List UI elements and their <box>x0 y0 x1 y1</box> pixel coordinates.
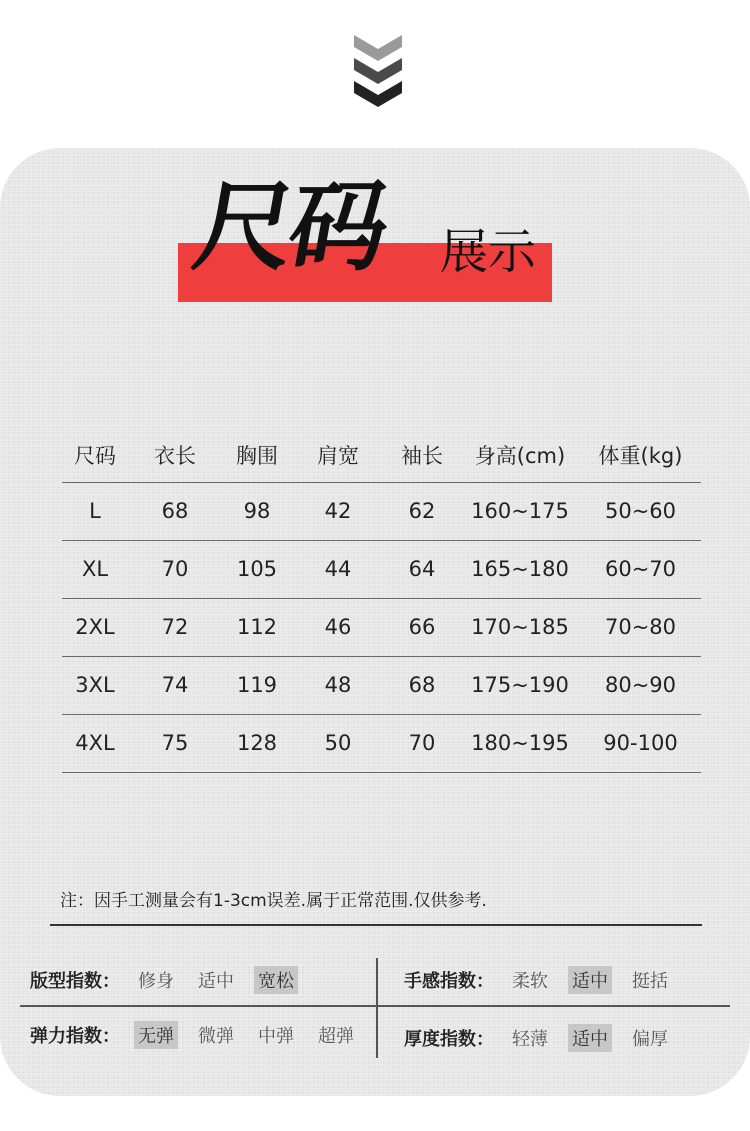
table-cell: L <box>62 482 128 540</box>
table-cell: 128 <box>222 714 292 772</box>
feel-option: 柔软 <box>512 971 548 992</box>
fit-option-selected: 宽松 <box>254 966 298 994</box>
feel-index-label: 手感指数： <box>404 971 494 992</box>
divider <box>376 958 378 1058</box>
table-cell: 4XL <box>62 714 128 772</box>
table-cell: 119 <box>222 656 292 714</box>
measurement-note: 注：因手工测量会有1-3cm误差.属于正常范围.仅供参考. <box>60 891 487 911</box>
table-row <box>62 656 701 714</box>
table-cell: 70~80 <box>580 598 701 656</box>
col-header: 体重(kg) <box>598 443 683 468</box>
table-cell: 3XL <box>62 656 128 714</box>
table-cell: 42 <box>292 482 384 540</box>
table-cell: 46 <box>292 598 384 656</box>
feel-option: 挺括 <box>632 971 668 992</box>
size-table <box>62 428 701 773</box>
title-main: 尺码 <box>185 170 395 285</box>
thickness-option-selected: 适中 <box>568 1024 612 1052</box>
stretch-option: 微弹 <box>198 1026 234 1047</box>
col-header: 尺码 <box>74 443 116 468</box>
table-cell: 75 <box>128 714 222 772</box>
table-header-row <box>62 428 701 482</box>
table-cell: 48 <box>292 656 384 714</box>
thickness-option: 偏厚 <box>632 1029 668 1050</box>
table-cell: 64 <box>384 540 460 598</box>
table-cell: 105 <box>222 540 292 598</box>
stretch-option: 超弹 <box>318 1026 354 1047</box>
stretch-index-row <box>30 1019 374 1051</box>
fit-option: 适中 <box>198 971 234 992</box>
table-cell: 98 <box>222 482 292 540</box>
table-cell: 50 <box>292 714 384 772</box>
table-row <box>62 714 701 772</box>
table-cell: 50~60 <box>580 482 701 540</box>
table-cell: 74 <box>128 656 222 714</box>
title-sub: 展示 <box>440 224 537 280</box>
divider <box>50 924 702 926</box>
col-header: 身高(cm) <box>474 443 566 468</box>
thickness-index-label: 厚度指数： <box>404 1029 494 1050</box>
fit-index-label: 版型指数： <box>30 971 120 992</box>
table-cell: 66 <box>384 598 460 656</box>
table-row <box>62 540 701 598</box>
table-cell: 62 <box>384 482 460 540</box>
table-cell: 170~185 <box>460 598 580 656</box>
table-cell: 180~195 <box>460 714 580 772</box>
col-header: 袖长 <box>401 443 443 468</box>
table-cell: 44 <box>292 540 384 598</box>
stretch-option-selected: 无弹 <box>134 1021 178 1049</box>
feel-option-selected: 适中 <box>568 966 612 994</box>
table-cell: 160~175 <box>460 482 580 540</box>
table-cell: 70 <box>384 714 460 772</box>
table-cell: 70 <box>128 540 222 598</box>
table-cell: 175~190 <box>460 656 580 714</box>
table-cell: 112 <box>222 598 292 656</box>
thickness-option: 轻薄 <box>512 1029 548 1050</box>
feel-index-row <box>404 964 688 996</box>
table-cell: 2XL <box>62 598 128 656</box>
table-row <box>62 482 701 540</box>
stretch-option: 中弹 <box>258 1026 294 1047</box>
stretch-index-label: 弹力指数： <box>30 1026 120 1047</box>
fit-index-row <box>30 964 314 996</box>
table-cell: 90-100 <box>580 714 701 772</box>
col-header: 胸围 <box>236 443 278 468</box>
triple-chevron-down-icon <box>352 32 404 110</box>
table-cell: 60~70 <box>580 540 701 598</box>
table-cell: 80~90 <box>580 656 701 714</box>
fit-option: 修身 <box>138 971 174 992</box>
thickness-index-row <box>404 1022 688 1054</box>
table-cell: 165~180 <box>460 540 580 598</box>
table-row <box>62 598 701 656</box>
table-cell: 68 <box>128 482 222 540</box>
table-cell: 72 <box>128 598 222 656</box>
divider <box>20 1005 730 1007</box>
col-header: 肩宽 <box>317 443 359 468</box>
col-header: 衣长 <box>154 443 196 468</box>
table-cell: 68 <box>384 656 460 714</box>
table-cell: XL <box>62 540 128 598</box>
